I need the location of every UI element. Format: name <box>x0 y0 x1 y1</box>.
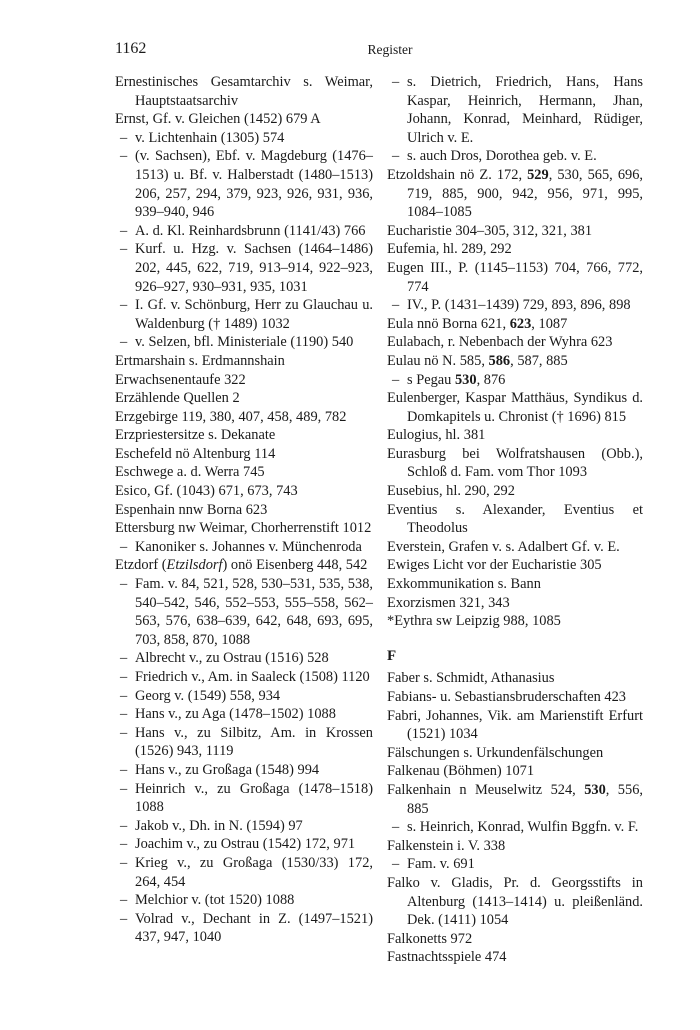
index-entry <box>387 389 643 426</box>
entry-text: IV., P. (1431–1439) 729, 893, 896, 898 <box>407 297 631 314</box>
index-entry <box>387 948 643 967</box>
variant-name: Etzilsdorf <box>166 557 223 574</box>
entry-text: (v. Sachsen), Ebf. v. Magdeburg (1476–1513) u. Bf. v. Halberstadt (1480–1513) 206, 257, 294, 379, 923, 926, 931, 936, 939–940, 946 <box>135 148 373 221</box>
entry-text: Eulogius, hl. 381 <box>387 427 486 444</box>
index-entry <box>115 110 373 129</box>
index-subentry <box>115 761 373 780</box>
index-entry <box>387 707 643 744</box>
entry-text: Georg v. (1549) 558, 934 <box>135 687 281 704</box>
index-subentry <box>115 649 373 668</box>
entry-text: s Pegau <box>407 371 455 388</box>
index-entry <box>115 408 373 427</box>
entry-text: Espenhain nnw Borna 623 <box>115 501 268 518</box>
entry-text: Albrecht v., zu Ostrau (1516) 528 <box>135 650 329 667</box>
entry-text: Falko v. Gladis, Pr. d. Georgsstifts in Altenburg (1413–1414) u. pleißenländ. Dek. (1411) 1054 <box>387 874 643 929</box>
entry-text: Eschwege a. d. Werra 745 <box>115 464 265 481</box>
index-entry <box>387 762 643 781</box>
index-entry <box>387 556 643 575</box>
index-entry <box>115 389 373 408</box>
entry-text: A. d. Kl. Reinhardsbrunn (1141/43) 766 <box>135 222 366 239</box>
entry-text: , 556, 885 <box>407 781 643 817</box>
index-entry <box>387 352 643 371</box>
entry-text: ) onö Eisenberg 448, 542 <box>222 557 368 574</box>
entry-text: Etzoldshain nö Z. 172, <box>387 166 528 183</box>
index-entry <box>387 781 643 818</box>
index-entry <box>115 519 373 538</box>
index-subentry <box>115 538 373 557</box>
index-entry <box>387 874 643 930</box>
index-entry <box>387 333 643 352</box>
index-entry <box>115 371 373 390</box>
entry-text: Ernst, Gf. v. Gleichen (1452) 679 A <box>115 111 321 128</box>
entry-text: Fam. v. 691 <box>407 856 475 873</box>
index-subentry <box>387 147 643 166</box>
index-entry <box>387 426 643 445</box>
page-header <box>115 40 665 64</box>
index-subentry <box>387 855 643 874</box>
entry-text: Exorzismen 321, 343 <box>387 594 510 611</box>
entry-text: Fam. v. 84, 521, 528, 530–531, 535, 538, 540–542, 546, 552–553, 555–558, 562–563, 576, 638–639, 642, 648, 693, 695, 703, 858, 870, 1088 <box>135 576 373 648</box>
index-entry <box>387 837 643 856</box>
index-entry <box>387 612 643 631</box>
entry-text: Falkenau (Böhmen) 1071 <box>387 763 535 780</box>
entry-text: s. Heinrich, Konrad, Wulfin Bggfn. v. F. <box>407 819 639 836</box>
entry-text: Friedrich v., Am. in Saaleck (1508) 1120 <box>135 669 370 685</box>
index-subentry <box>115 780 373 817</box>
entry-text: Hans v., zu Silbitz, Am. in Krossen (1526) 943, 1119 <box>135 724 373 760</box>
index-subentry <box>115 817 373 836</box>
entry-text: s. auch Dros, Dorothea geb. v. E. <box>407 148 597 165</box>
index-entry <box>387 744 643 763</box>
index-subentry <box>115 835 373 854</box>
page-ref-bold: 586 <box>488 352 511 369</box>
entry-text: Krieg v., zu Großaga (1530/33) 172, 264, 454 <box>135 854 373 890</box>
index-entry <box>387 222 643 241</box>
index-subentry <box>387 296 643 315</box>
entry-text: Everstein, Grafen v. s. Adalbert Gf. v. E. <box>387 538 620 555</box>
running-title: Register <box>367 42 413 57</box>
entry-text: Eulau nö N. 585, <box>387 352 489 369</box>
entry-text: Eufemia, hl. 289, 292 <box>387 241 512 258</box>
index-entry <box>387 445 643 482</box>
index-entry <box>387 669 643 688</box>
page-number: 1162 <box>115 40 147 57</box>
entry-text: I. Gf. v. Schönburg, Herr zu Glauchau u. Waldenburg († 1489) 1032 <box>135 297 373 332</box>
index-entry <box>387 315 643 334</box>
index-entry <box>387 930 643 949</box>
entry-text: Ernestinisches Gesamtarchiv s. Weimar, Hauptstaatsarchiv <box>115 74 373 109</box>
page-ref-bold: 529 <box>527 166 549 183</box>
index-column-right <box>387 73 643 967</box>
index-entry <box>115 556 373 575</box>
page-ref-bold: 530 <box>454 371 477 388</box>
entry-text: , 530, 565, 696, 719, 885, 900, 942, 956, 971, 995, 1084–1085 <box>407 166 643 221</box>
entry-text: Volrad v., Dechant in Z. (1497–1521) 437, 947, 1040 <box>135 910 373 946</box>
entry-text: Fälschungen s. Urkundenfälschungen <box>387 744 604 761</box>
entry-text: Ewiges Licht vor der Eucharistie 305 <box>387 557 602 574</box>
index-entry <box>115 482 373 501</box>
entry-text: Erwachsenentaufe 322 <box>115 371 246 388</box>
index-subentry <box>115 222 373 241</box>
index-subentry <box>115 687 373 706</box>
entry-text: Ertmarshain s. Erdmannshain <box>115 352 285 369</box>
entry-text: Hans v., zu Aga (1478–1502) 1088 <box>135 706 336 723</box>
entry-text: , 876 <box>476 371 506 388</box>
entry-text: Fastnachtsspiele 474 <box>387 949 507 966</box>
page-ref-bold: 530 <box>584 781 606 798</box>
index-entry <box>115 463 373 482</box>
page-ref-bold: 623 <box>509 315 532 332</box>
entry-text: Erzpriestersitze s. Dekanate <box>115 427 276 444</box>
index-subentry <box>115 147 373 221</box>
index-subentry <box>115 854 373 891</box>
entry-text: Eucharistie 304–305, 312, 321, 381 <box>387 222 593 239</box>
entry-text: s. Dietrich, Friedrich, Hans, Hans Kaspar, Heinrich, Hermann, Jhan, Johann, Konrad, Meinhard, Rüdiger, Ulrich v. E. <box>407 74 643 146</box>
index-entry <box>387 594 643 613</box>
entry-text: Erzgebirge 119, 380, 407, 458, 489, 782 <box>115 408 347 425</box>
index-entry <box>387 688 643 707</box>
entry-text: Falkonetts 972 <box>387 930 473 947</box>
entry-text: Eventius s. Alexander, Eventius et Theodolus <box>387 501 643 537</box>
entry-text: Jakob v., Dh. in N. (1594) 97 <box>135 817 303 834</box>
entry-text: Falkenstein i. V. 338 <box>387 837 506 854</box>
entry-text: Falkenhain n Meuselwitz 524, <box>387 781 585 798</box>
index-subentry <box>115 129 373 148</box>
entry-text: Eulabach, r. Nebenbach der Wyhra 623 <box>387 334 613 351</box>
index-subentry <box>115 333 373 352</box>
entry-text: Eugen III., P. (1145–1153) 704, 766, 772, 774 <box>387 259 643 295</box>
entry-text: Esico, Gf. (1043) 671, 673, 743 <box>115 483 298 500</box>
entry-text: Eulenberger, Kaspar Matthäus, Syndikus d. Domkapitels u. Chronist († 1696) 815 <box>387 390 643 425</box>
index-entry <box>115 426 373 445</box>
entry-text: v. Selzen, bfl. Ministeriale (1190) 540 <box>135 334 354 351</box>
index-entry <box>387 538 643 557</box>
entry-text: Etzdorf ( <box>115 557 167 574</box>
entry-text: Eula nnö Borna 621, <box>387 315 510 332</box>
entry-text: Melchior v. (tot 1520) 1088 <box>135 892 295 909</box>
index-letter-heading: F <box>387 647 397 664</box>
index-entry <box>387 482 643 501</box>
index-subentry <box>115 724 373 761</box>
index-entry <box>387 259 643 296</box>
entry-text: Joachim v., zu Ostrau (1542) 172, 971 <box>135 836 356 853</box>
entry-text: Exkommunikation s. Bann <box>387 576 541 593</box>
index-subentry <box>115 240 373 296</box>
index-entry <box>387 575 643 594</box>
entry-text: Fabri, Johannes, Vik. am Marienstift Erfurt (1521) 1034 <box>387 707 643 743</box>
index-subentry <box>387 371 643 390</box>
entry-text: Kurf. u. Hzg. v. Sachsen (1464–1486) 202, 445, 622, 719, 913–914, 922–923, 926–927, 930–931, 935, 1031 <box>135 241 373 295</box>
index-column-left <box>115 73 373 947</box>
entry-text: Heinrich v., zu Großaga (1478–1518) 1088 <box>135 780 373 816</box>
index-subentry <box>387 73 643 147</box>
index-subentry <box>115 891 373 910</box>
index-subentry <box>115 910 373 947</box>
index-entry <box>115 445 373 464</box>
entry-text: *Eythra sw Leipzig 988, 1085 <box>387 613 561 630</box>
entry-text: v. Lichtenhain (1305) 574 <box>135 129 285 146</box>
entry-text: Fabians- u. Sebastiansbruderschaften 423 <box>387 689 626 705</box>
index-entry <box>387 166 643 222</box>
entry-text: Eschefeld nö Altenburg 114 <box>115 445 276 462</box>
entry-text: Hans v., zu Großaga (1548) 994 <box>135 761 320 778</box>
index-entry <box>387 240 643 259</box>
index-entry <box>115 501 373 520</box>
index-subentry <box>115 705 373 724</box>
index-subentry <box>115 668 373 687</box>
index-subentry <box>115 575 373 649</box>
entry-text: , 1087 <box>531 315 568 332</box>
index-entry <box>115 73 373 110</box>
entry-text: Kanoniker s. Johannes v. Münchenroda <box>135 538 362 555</box>
entry-text: , 587, 885 <box>510 352 568 369</box>
entry-text: Eusebius, hl. 290, 292 <box>387 483 515 500</box>
entry-text: Eurasburg bei Wolfratshausen (Obb.), Schloß d. Fam. vom Thor 1093 <box>387 445 643 481</box>
index-subentry <box>115 296 373 333</box>
index-entry <box>115 352 373 371</box>
index-entry <box>387 501 643 538</box>
entry-text: Faber s. Schmidt, Athanasius <box>387 670 555 687</box>
entry-text: Erzählende Quellen 2 <box>115 390 240 407</box>
entry-text: Ettersburg nw Weimar, Chorherrenstift 1012 <box>115 520 372 537</box>
index-subentry <box>387 818 643 837</box>
